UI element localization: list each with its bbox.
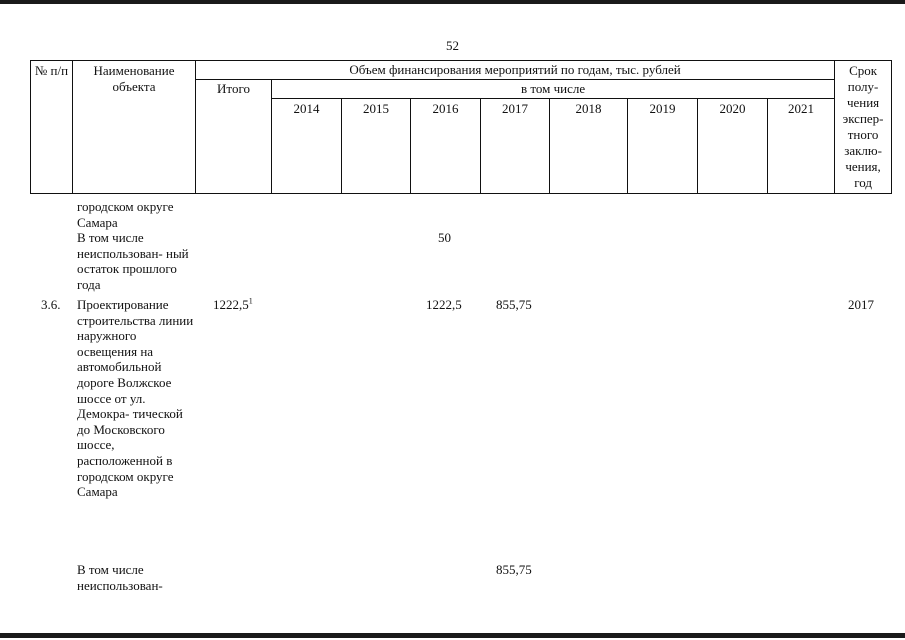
year-header: 2016 <box>411 99 481 194</box>
deadline-year: 2017 <box>848 297 874 312</box>
value-2016: 1222,5 <box>426 297 462 312</box>
deadline-header: Срок полу- чения экспер- тного заклю- чения, год <box>835 61 892 194</box>
value-2017: 855,75 <box>496 297 532 312</box>
year-header: 2014 <box>272 99 342 194</box>
footnote-marker: 1 <box>248 296 253 306</box>
financing-header: Объем финансирования мероприятий по годам, тыс. рублей <box>196 61 835 80</box>
unused-balance-label: В том числе неиспользован- ный остаток прошлого года <box>77 230 189 292</box>
year-header: 2017 <box>481 99 550 194</box>
unused-balance-label-2: В том числе неиспользован- <box>77 562 163 593</box>
num-header: № п/п <box>31 61 73 194</box>
value-total-number: 1222,5 <box>213 297 249 312</box>
bottom-border <box>0 633 905 638</box>
year-header: 2020 <box>698 99 768 194</box>
top-border <box>0 0 905 4</box>
header-table <box>30 60 892 194</box>
year-header: 2021 <box>768 99 835 194</box>
year-header: 2015 <box>342 99 411 194</box>
continuation-text: городском округе Самара <box>77 199 174 230</box>
value-total <box>213 297 253 313</box>
item-name: Проектирование строительства линии наружного освещения на автомобильной дороге Волжское шоссе от ул. Демокра- тической до Московского шоссе, расположенной в городском округе Самара <box>77 297 194 500</box>
year-header: 2019 <box>628 99 698 194</box>
total-header: Итого <box>196 80 272 194</box>
name-header: Наименование объекта <box>73 61 196 194</box>
value-2016-unused: 50 <box>438 230 451 245</box>
value-2017-unused: 855,75 <box>496 562 532 577</box>
including-header: в том числе <box>272 80 835 99</box>
item-number: 3.6. <box>41 297 61 312</box>
year-header: 2018 <box>550 99 628 194</box>
page-number: 52 <box>446 38 459 53</box>
